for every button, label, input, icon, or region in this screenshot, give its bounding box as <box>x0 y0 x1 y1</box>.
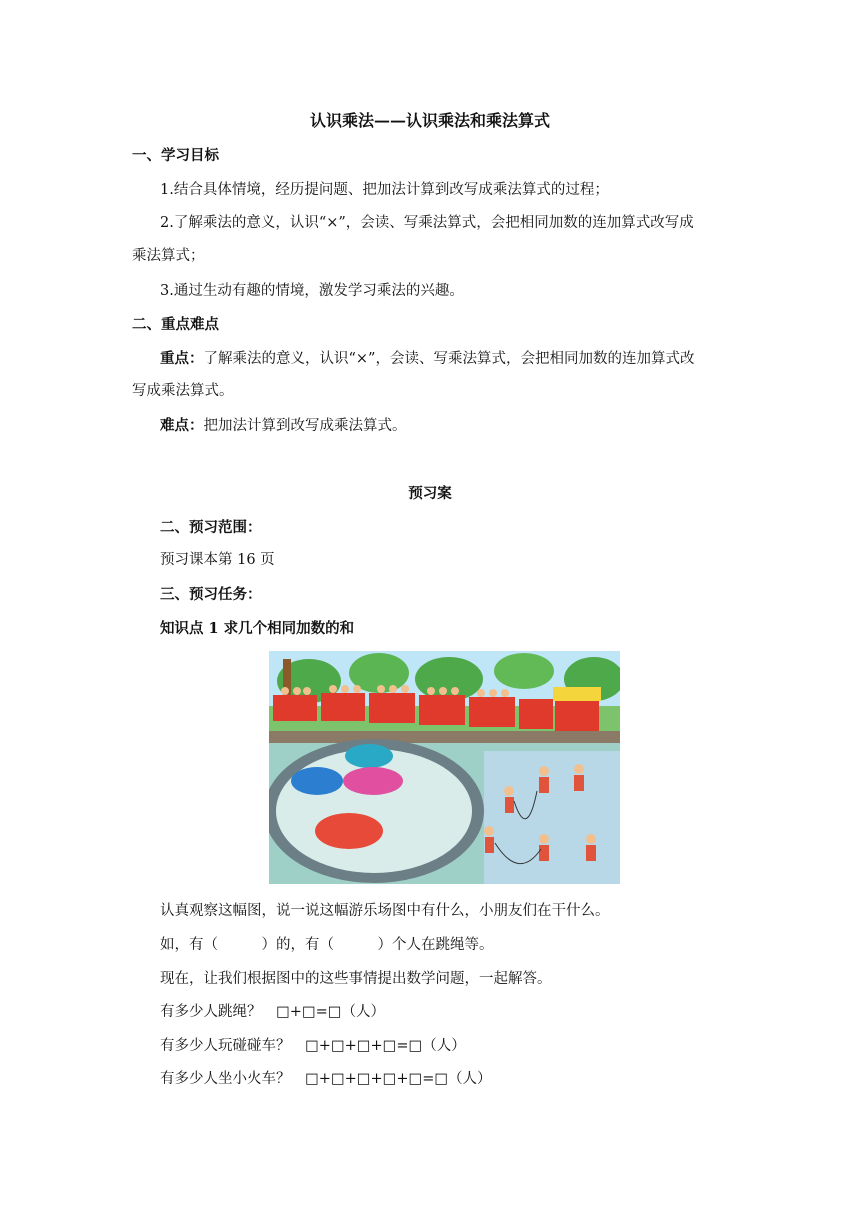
question-label: 有多少人玩碰碰车？ <box>160 1038 291 1054</box>
section-heading-goals: 一、学习目标 <box>132 147 219 164</box>
amusement-park-illustration <box>269 651 620 884</box>
page-title: 认识乘法——认识乘法和乘法算式 <box>309 111 550 130</box>
difficult-point-text: 把加法计算到改写成乘法算式。 <box>203 418 407 434</box>
question-formula: □+□=□（人） <box>276 1004 386 1020</box>
preview-scope-heading: 二、预习范围： <box>160 519 262 536</box>
example-sentence: 如，有（ ）的，有（ ）个人在跳绳等。 <box>160 937 494 953</box>
preview-scope-text: 预习课本第 16 页 <box>160 552 275 568</box>
now-instruction: 现在，让我们根据图中的这些事情提出数学问题，一起解答。 <box>160 971 552 987</box>
question-bumper-cars <box>160 1036 466 1056</box>
difficult-point <box>160 416 407 436</box>
key-point-line-2: 写成乘法算式。 <box>132 383 234 399</box>
section-heading-keypoints: 二、重点难点 <box>132 316 219 333</box>
amusement-park-icon <box>269 651 620 884</box>
key-point-line-1 <box>160 349 694 369</box>
question-formula: □+□+□+□=□（人） <box>305 1038 466 1054</box>
question-jump-rope <box>160 1002 385 1022</box>
difficult-point-label: 难点： <box>160 417 204 434</box>
goal-item-1: 1.结合具体情境，经历提问题、把加法计算到改写成乘法算式的过程； <box>160 182 609 198</box>
preview-task-heading: 三、预习任务： <box>160 586 262 603</box>
goal-item-3: 3.通过生动有趣的情境，激发学习乘法的兴趣。 <box>160 283 464 299</box>
preview-title: 预习案 <box>408 485 452 502</box>
key-point-label: 重点： <box>160 350 204 367</box>
question-formula: □+□+□+□+□=□（人） <box>305 1071 492 1087</box>
question-label: 有多少人坐小火车？ <box>160 1071 291 1087</box>
goal-item-2-cont: 乘法算式； <box>132 248 205 264</box>
knowledge-point-heading: 知识点 1 求几个相同加数的和 <box>160 620 355 637</box>
key-point-text: 了解乘法的意义，认识“×”，会读、写乘法算式，会把相同加数的连加算式改 <box>203 351 695 367</box>
question-label: 有多少人跳绳？ <box>160 1004 262 1020</box>
question-train <box>160 1069 492 1089</box>
observe-instruction: 认真观察这幅图，说一说这幅游乐场图中有什么，小朋友们在干什么。 <box>160 903 610 919</box>
goal-item-2: 2.了解乘法的意义，认识“×”，会读、写乘法算式，会把相同加数的连加算式改写成 <box>160 215 694 231</box>
